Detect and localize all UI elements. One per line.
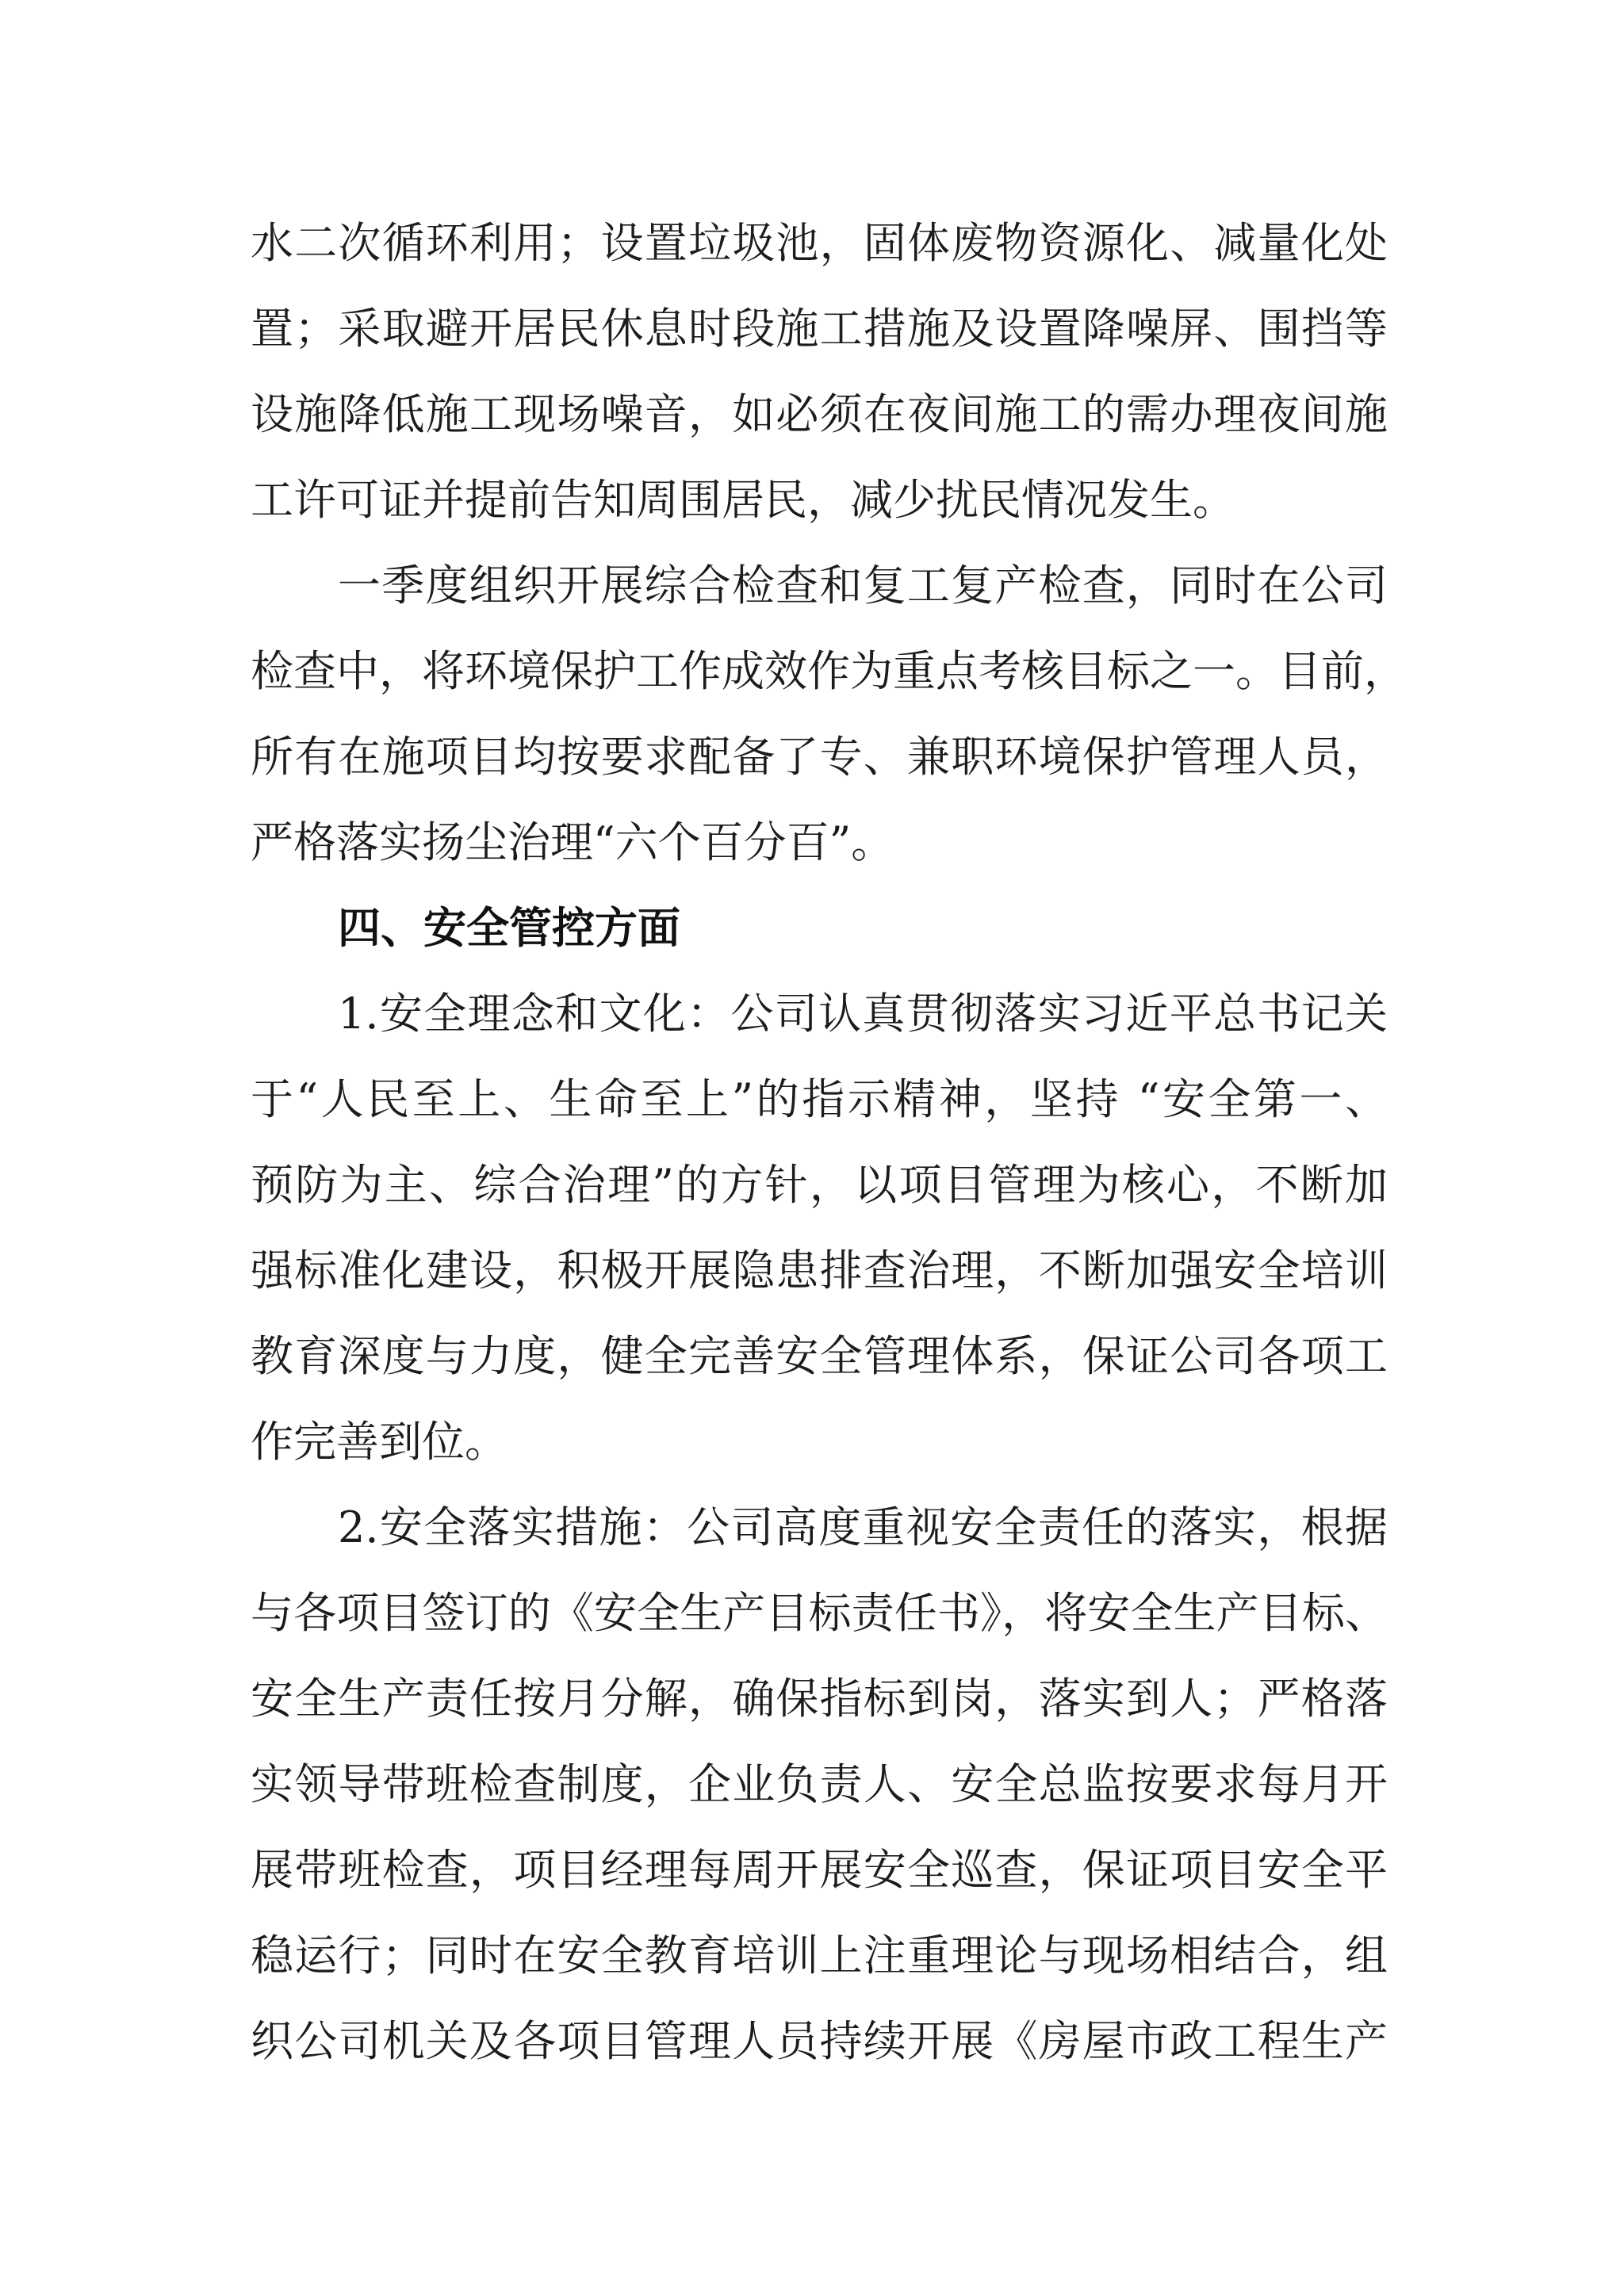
text-line: 工许可证并提前告知周围居民，减少扰民情况发生。 [251,475,1235,525]
text-line: 严格落实扬尘治理“六个百分百”。 [251,817,894,867]
text-line: 于“人民至上、生命至上”的指示精神，坚持 “安全第一、 [251,1074,1388,1124]
section-safety-control [251,886,1388,2084]
text-line: 安全生产责任按月分解，确保指标到岗，落实到人；严格落 [251,1674,1388,1724]
text-line: 所有在施项目均按要求配备了专、兼职环境保护管理人员， [251,732,1388,782]
text-line: 稳运行；同时在安全教育培训上注重理论与现场相结合，组 [251,1931,1388,1980]
section-heading: 四、安全管控方面 [338,903,680,953]
text-line: 实领导带班检查制度，企业负责人、安全总监按要求每月开 [251,1759,1388,1809]
paragraph [251,201,1388,543]
text-line: 展带班检查，项目经理每周开展安全巡查，保证项目安全平 [251,1845,1388,1895]
text-line: 水二次循环利用；设置垃圾池，固体废物资源化、减量化处 [251,218,1388,268]
section-environment [251,201,1407,886]
text-line: 教育深度与力度，健全完善安全管理体系，保证公司各项工 [251,1331,1388,1381]
text-line: 置；采取避开居民休息时段施工措施及设置降噪屏、围挡等 [251,304,1388,354]
text-line: 预防为主、综合治理”的方针，以项目管理为核心，不断加 [251,1160,1388,1210]
text-line: 2.安全落实措施：公司高度重视安全责任的落实，根据 [338,1502,1388,1552]
text-line: 检查中，将环境保护工作成效作为重点考核目标之一。目前， [251,646,1407,696]
document-body [251,201,1407,2084]
paragraph [251,543,1407,886]
text-line: 作完善到位。 [251,1417,508,1467]
text-line: 一季度组织开展综合检查和复工复产检查，同时在公司 [338,561,1388,610]
text-line: 1.安全理念和文化：公司认真贯彻落实习近平总书记关 [338,989,1388,1039]
text-line: 织公司机关及各项目管理人员持续开展《房屋市政工程生产 [251,2016,1388,2066]
text-line: 与各项目签订的《安全生产目标责任书》，将安全生产目标、 [251,1588,1388,1638]
text-line: 设施降低施工现场噪音，如必须在夜间施工的需办理夜间施 [251,389,1388,439]
paragraph [251,1485,1388,2084]
text-line: 强标准化建设，积极开展隐患排查治理，不断加强安全培训 [251,1246,1388,1295]
paragraph [251,971,1388,1485]
